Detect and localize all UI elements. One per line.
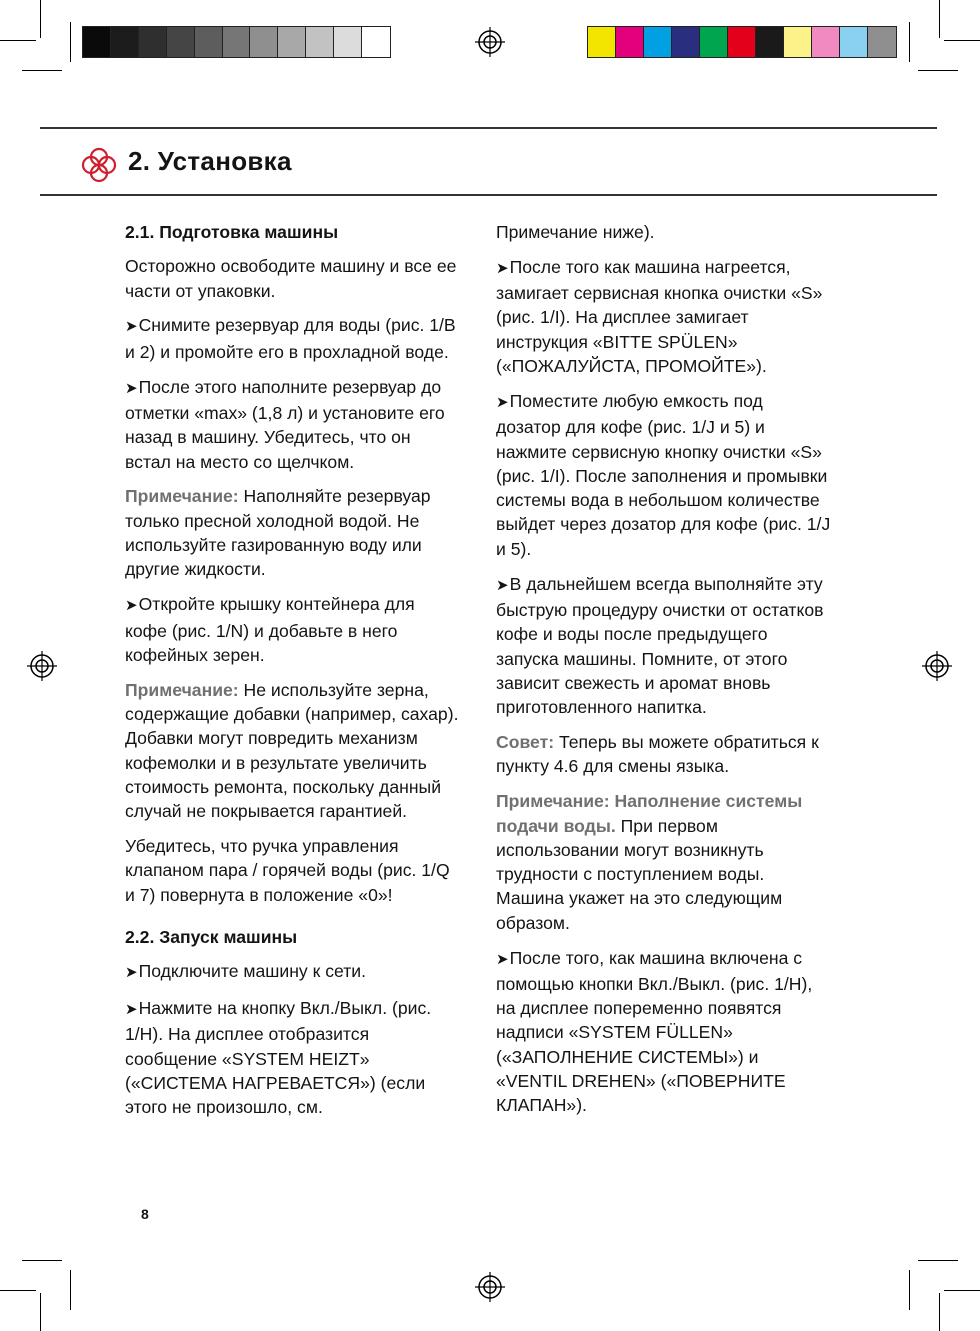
tip-language: Совет: Теперь вы можете обратиться к пункту 4.6 для смены языка. bbox=[496, 732, 819, 777]
right-text-column bbox=[496, 220, 832, 1128]
step-always-clean: ➤В дальнейшем всегда выполняйте эту быструю процедуру очистки от остатков кофе и воды после предыдущего запуска машины. Помните, от этого зависит свежесть и аромат вновь приготовленного напитка. bbox=[496, 573, 824, 718]
arrow-bullet-icon: ➤ bbox=[125, 597, 138, 615]
paragraph-unpack: Осторожно освободите машину и все ее части от упаковки. bbox=[125, 256, 457, 301]
registration-mark-bottom-icon bbox=[475, 1272, 505, 1302]
paragraph-valve-position: Убедитесь, что ручка управления клапаном пара / горячей воды (рис. 1/Q и 7) повернута в положение «0»! bbox=[125, 836, 450, 905]
calibration-swatch bbox=[840, 27, 868, 57]
arrow-bullet-icon: ➤ bbox=[496, 576, 509, 594]
brand-flower-icon bbox=[80, 146, 118, 184]
arrow-bullet-icon: ➤ bbox=[496, 259, 509, 277]
registration-mark-left-icon bbox=[27, 651, 57, 681]
left-text-column bbox=[125, 220, 461, 1130]
step-place-container: ➤Поместите любую емкость под дозатор для кофе (рис. 1/J и 5) и нажмите сервисную кнопку очистки «S» (рис. 1/I). После заполнения и промывки системы вода в небольшом количестве выйдет через дозатор для кофе (рис. 1/J и 5). bbox=[496, 390, 831, 559]
calibration-swatch bbox=[616, 27, 644, 57]
registration-mark-right-icon bbox=[922, 651, 952, 681]
calibration-swatch bbox=[139, 27, 167, 57]
calibration-swatch bbox=[111, 27, 139, 57]
registration-mark-top-icon bbox=[475, 27, 505, 57]
calibration-swatch bbox=[756, 27, 784, 57]
paragraph-continuation: Примечание ниже). bbox=[496, 222, 655, 242]
calibration-swatch bbox=[362, 27, 390, 57]
header-bottom-rule bbox=[40, 194, 937, 196]
calibration-swatch bbox=[195, 27, 223, 57]
calibration-swatch bbox=[167, 27, 195, 57]
step-display-messages: ➤После того, как машина включена с помощью кнопки Вкл./Выкл. (рис. 1/H), на дисплее попеременно появятся надписи «SYSTEM FÜLLEN» («ЗАПОЛНЕНИЕ СИСТЕМЫ») и «VENTIL DREHEN» («ПОВЕРНИТЕ КЛАПАН»). bbox=[496, 947, 813, 1116]
grayscale-calibration-bar bbox=[82, 26, 391, 58]
note-fresh-water: Примечание: Наполняйте резервуар только пресной холодной водой. Не используйте газированную воду или другие жидкости. bbox=[125, 486, 431, 580]
step-remove-reservoir: ➤Снимите резервуар для воды (рис. 1/B и 2) и промойте его в прохладной воде. bbox=[125, 315, 456, 362]
calibration-swatch bbox=[83, 27, 111, 57]
calibration-swatch bbox=[588, 27, 616, 57]
step-rinse-prompt: ➤После того как машина нагреется, замигает сервисная кнопка очистки «S» (рис. 1/I). На дисплее замигает инструкция «BITTE SPÜLEN» («ПОЖАЛУЙСТА, ПРОМОЙТЕ»). bbox=[496, 256, 823, 377]
step-coffee-beans: ➤Откройте крышку контейнера для кофе (рис. 1/N) и добавьте в него кофейных зерен. bbox=[125, 594, 415, 665]
calibration-swatch bbox=[700, 27, 728, 57]
note-water-system: Примечание: Наполнение системы подачи воды. При первом использовании могут возникнуть трудности с поступлением воды. Машина укажет на это следующим образом. bbox=[496, 791, 803, 933]
calibration-swatch bbox=[784, 27, 812, 57]
color-calibration-bar bbox=[587, 26, 897, 58]
chapter-title: 2. Установка bbox=[128, 146, 292, 176]
calibration-swatch bbox=[306, 27, 334, 57]
note-no-additives: Примечание: Не используйте зерна, содержащие добавки (например, сахар). Добавки могут повредить механизм кофемолки и в результате увеличить стоимость ремонта, поскольку данный случай не покрывается гарантией. bbox=[125, 679, 459, 822]
section-heading-startup: 2.2. Запуск машины bbox=[125, 926, 298, 947]
calibration-swatch bbox=[223, 27, 251, 57]
step-connect-power: ➤Подключите машину к сети. bbox=[125, 959, 461, 985]
page-number: 8 bbox=[141, 1206, 149, 1222]
calibration-swatch bbox=[334, 27, 362, 57]
calibration-swatch bbox=[728, 27, 756, 57]
arrow-bullet-icon: ➤ bbox=[496, 950, 509, 968]
section-heading-preparation: 2.1. Подготовка машины bbox=[125, 222, 339, 242]
arrow-bullet-icon: ➤ bbox=[125, 1001, 138, 1019]
calibration-swatch bbox=[278, 27, 306, 57]
arrow-bullet-icon: ➤ bbox=[496, 393, 509, 411]
calibration-swatch bbox=[672, 27, 700, 57]
calibration-swatch bbox=[644, 27, 672, 57]
arrow-bullet-icon: ➤ bbox=[125, 318, 138, 336]
calibration-swatch bbox=[812, 27, 840, 57]
step-fill-reservoir: ➤После этого наполните резервуар до отметки «max» (1,8 л) и установите его назад в машину. Убедитесь, что он встал на место со щелчком. bbox=[125, 376, 445, 472]
arrow-bullet-icon: ➤ bbox=[125, 964, 138, 982]
arrow-bullet-icon: ➤ bbox=[125, 379, 138, 397]
header-top-rule bbox=[40, 127, 937, 129]
calibration-swatch bbox=[250, 27, 278, 57]
step-press-power: ➤Нажмите на кнопку Вкл./Выкл. (рис. 1/H). На дисплее отобразится сообщение «SYSTEM HEIZT» («СИСТЕМА НАГРЕВАЕТСЯ») (если этого не произошло, см. bbox=[125, 998, 432, 1118]
calibration-swatch bbox=[868, 27, 896, 57]
